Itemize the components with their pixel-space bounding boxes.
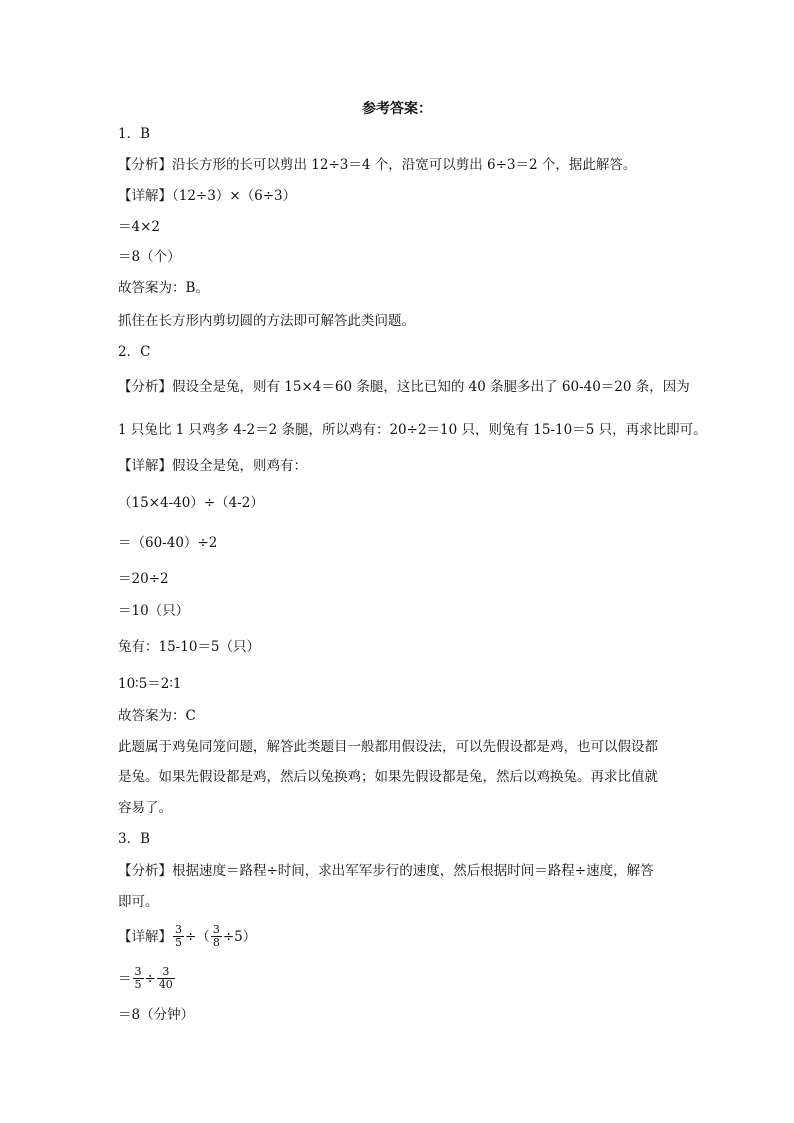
- q2-analysis-2: 1 只兔比 1 只鸡多 4-2＝2 条腿，所以鸡有：20÷2＝10 只，则兔有 15-10＝5 只，再求比即可。: [118, 422, 707, 438]
- fraction-3-5: [133, 966, 144, 991]
- q2-note-2: 是兔。如果先假设都是鸡，然后以兔换鸡；如果先假设都是兔，然后以鸡换兔。再求比值就: [118, 769, 658, 785]
- q2-note-1: 此题属于鸡兔同笼问题，解答此类题目一般都用假设法，可以先假设都是鸡，也可以假设都: [118, 739, 658, 755]
- q3-analysis-1: 【分析】根据速度＝路程÷时间，求出军军步行的速度，然后根据时间＝路程÷速度，解答: [118, 863, 654, 879]
- q1-step2: ＝8（个）: [118, 249, 181, 265]
- fraction-3-8: [211, 924, 222, 949]
- fraction-numerator: 3: [212, 923, 220, 936]
- fraction-denominator: 5: [175, 936, 182, 949]
- q3-result: ＝8（分钟）: [118, 1007, 195, 1023]
- q3-op3: ÷: [144, 970, 156, 987]
- q1-header: 1．B: [118, 126, 151, 142]
- q1-analysis: 【分析】沿长方形的长可以剪出 12÷3＝4 个，沿宽可以剪出 6÷3＝2 个，据此解答。: [118, 157, 637, 173]
- q3-step1-line: [118, 966, 176, 991]
- fraction-denominator: 5: [134, 978, 142, 991]
- q3-analysis-2: 即可。: [118, 894, 159, 910]
- q2-detail: 【详解】假设全是兔，则鸡有：: [118, 458, 307, 474]
- q2-ratio: 10∶5＝2∶1: [118, 676, 182, 692]
- q1-note: 抓住在长方形内剪切圆的方法即可解答此类问题。: [118, 313, 415, 329]
- q1-step1: ＝4×2: [118, 219, 160, 235]
- fraction-numerator: 3: [162, 965, 170, 978]
- q2-answer: 故答案为：C: [118, 708, 196, 724]
- fraction-3-5: [173, 924, 184, 949]
- q2-step1: （15×4-40）÷（4-2）: [118, 495, 264, 511]
- fraction-denominator: 8: [212, 936, 220, 949]
- fraction-denominator: 40: [158, 978, 173, 991]
- q3-equals: ＝: [118, 970, 132, 987]
- page-title: 参考答案：: [362, 101, 432, 117]
- q2-analysis-1: 【分析】假设全是兔，则有 15×4＝60 条腿，这比已知的 40 条腿多出了 60-40＝20 条，因为: [118, 379, 690, 395]
- q1-detail: 【详解】（12÷3）×（6÷3）: [118, 188, 297, 204]
- fraction-3-40: [157, 966, 175, 991]
- q1-answer: 故答案为：B。: [118, 280, 209, 296]
- q3-op2: ÷5）: [222, 928, 257, 945]
- q3-header: 3．B: [118, 831, 151, 847]
- fraction-numerator: 3: [175, 923, 182, 936]
- q2-step3: ＝20÷2: [118, 571, 169, 587]
- q2-step2: ＝（60-40）÷2: [118, 535, 218, 551]
- q2-step4: ＝10（只）: [118, 603, 190, 619]
- q2-note-3: 容易了。: [118, 800, 172, 816]
- q3-detail-line: [118, 924, 256, 949]
- fraction-numerator: 3: [134, 965, 142, 978]
- q2-header: 2．C: [118, 344, 151, 360]
- q2-rabbit: 兔有：15-10＝5（只）: [118, 639, 261, 655]
- q3-op1: ÷（: [185, 928, 210, 945]
- q3-detail-label: 【详解】: [118, 928, 172, 945]
